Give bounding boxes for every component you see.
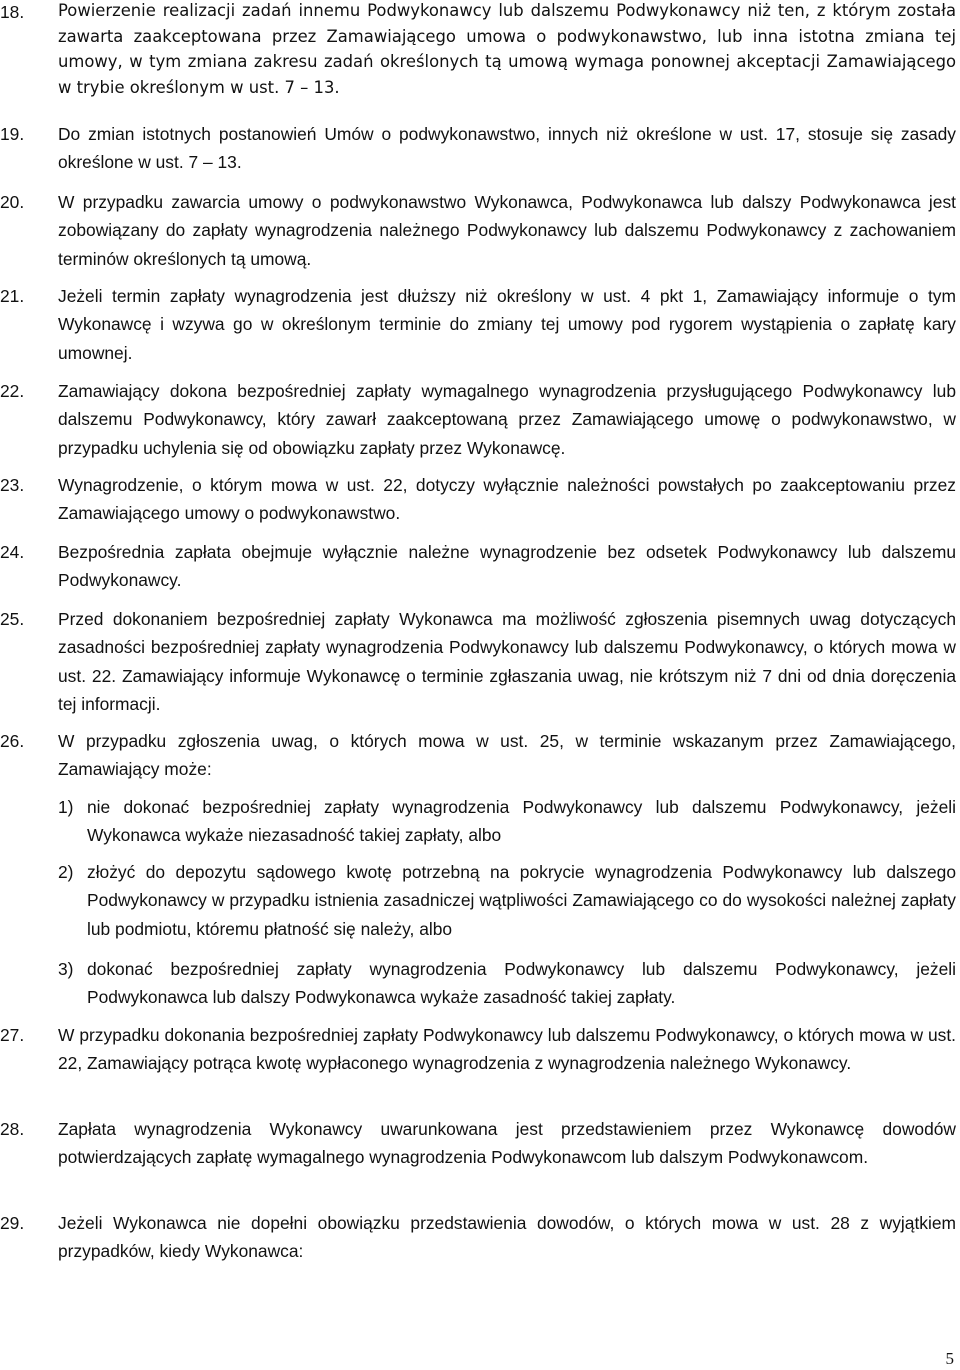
paragraph-text: W przypadku zawarcia umowy o podwykonawstwo Wykonawca, Podwykonawca lub dalszy Podwykonawca jest zobowiązany do zapłaty wynagrodzenia należnego Podwykonawcy lub dalszemu Podwykonawcy z zachowaniem terminów określonych tą umową. bbox=[58, 192, 956, 269]
paragraph-number: 26. bbox=[0, 731, 25, 751]
paragraph-number: 25. bbox=[0, 609, 25, 629]
paragraph-text: W przypadku dokonania bezpośredniej zapłaty Podwykonawcy lub dalszemu Podwykonawcy, o których mowa w ust. 22, Zamawiający potrąca kwotę wypłaconego wynagrodzenia z wynagrodzenia należnego Wykonawcy. bbox=[58, 1025, 956, 1074]
paragraph-text: W przypadku zgłoszenia uwag, o których mowa w ust. 25, w terminie wskazanym przez Zamawiającego, Zamawiający może: bbox=[58, 731, 956, 780]
paragraph-number: 23. bbox=[0, 475, 25, 495]
subitem-text: nie dokonać bezpośredniej zapłaty wynagrodzenia Podwykonawcy lub dalszemu Podwykonawcy, jeżeli Wykonawca wykaże niezasadność takiej zapłaty, albo bbox=[87, 797, 956, 846]
subitem-text: złożyć do depozytu sądowego kwotę potrzebną na pokrycie wynagrodzenia Podwykonawcy lub dalszego Podwykonawcy w przypadku istnienia zasadniczej wątpliwości Zamawiającego co do wysokości należnej zapłaty lub podmiotu, któremu płatność się należy, albo bbox=[87, 862, 956, 939]
paragraph-text: Wynagrodzenie, o którym mowa w ust. 22, dotyczy wyłącznie należności powstałych po zaakceptowaniu przez Zamawiającego umowy o podwykonawstwo. bbox=[58, 475, 956, 524]
paragraph-text: Jeżeli termin zapłaty wynagrodzenia jest dłuższy niż określony w ust. 4 pkt 1, Zamawiający informuje o tym Wykonawcę i wzywa go w określonym terminie do zmiany tej umowy pod rygorem wystąpienia o zapłatę kary umownej. bbox=[58, 286, 956, 363]
paragraph-text: Zamawiający dokona bezpośredniej zapłaty wymagalnego wynagrodzenia przysługującego Podwykonawcy lub dalszemu Podwykonawcy, który zawarł zaakceptowaną przez Zamawiającego umowę o podwykonawstwo, w przypadku uchylenia się od obowiązku zapłaty przez Wykonawcę. bbox=[58, 381, 956, 458]
subitem-number: 2) bbox=[58, 862, 74, 882]
paragraph-number: 27. bbox=[0, 1025, 25, 1045]
paragraph-text: Bezpośrednia zapłata obejmuje wyłącznie należne wynagrodzenie bez odsetek Podwykonawcy lub dalszemu Podwykonawcy. bbox=[58, 542, 956, 591]
paragraph-number: 18. bbox=[0, 2, 25, 22]
subitem-number: 1) bbox=[58, 797, 74, 817]
paragraph-text: Do zmian istotnych postanowień Umów o podwykonawstwo, innych niż określone w ust. 17, stosuje się zasady określone w ust. 7 – 13. bbox=[58, 124, 956, 173]
paragraph-text: Jeżeli Wykonawca nie dopełni obowiązku przedstawienia dowodów, o których mowa w ust. 28 z wyjątkiem przypadków, kiedy Wykonawca: bbox=[58, 1213, 956, 1262]
paragraph-number: 28. bbox=[0, 1119, 25, 1139]
paragraph-number: 22. bbox=[0, 381, 25, 401]
paragraph-number: 24. bbox=[0, 542, 25, 562]
paragraph-text: Powierzenie realizacji zadań innemu Podwykonawcy lub dalszemu Podwykonawcy niż ten, z którym została zawarta zaakceptowana przez Zamawiającego umowa o podwykonawstwo, lub inna istotna zmiana tej umowy, w tym zmiana zakresu zadań określonych tą umową wymaga ponownej akceptacji Zamawiającego w trybie określonym w ust. 7 – 13. bbox=[58, 1, 956, 97]
paragraph-number: 19. bbox=[0, 124, 25, 144]
paragraph-text: Przed dokonaniem bezpośredniej zapłaty Wykonawca ma możliwość zgłoszenia pisemnych uwag dotyczących zasadności bezpośredniej zapłaty wynagrodzenia Podwykonawcy lub dalszemu Podwykonawcy, o których mowa w ust. 22. Zamawiający informuje Wykonawcę o terminie zgłaszania uwag, nie krótszym niż 7 dni od dnia doręczenia tej informacji. bbox=[58, 609, 956, 715]
paragraph-number: 20. bbox=[0, 192, 25, 212]
paragraph-number: 29. bbox=[0, 1213, 25, 1233]
subitem-text: dokonać bezpośredniej zapłaty wynagrodzenia Podwykonawcy lub dalszemu Podwykonawcy, jeżeli Podwykonawca lub dalszy Podwykonawca wykaże zasadność takiej zapłaty. bbox=[87, 959, 956, 1008]
subitem-number: 3) bbox=[58, 959, 74, 979]
paragraph-number: 21. bbox=[0, 286, 25, 306]
paragraph-text: Zapłata wynagrodzenia Wykonawcy uwarunkowana jest przedstawieniem przez Wykonawcę dowodów potwierdzających zapłatę wymagalnego wynagrodzenia Podwykonawcom lub dalszym Podwykonawcom. bbox=[58, 1119, 956, 1168]
page-number: 5 bbox=[945, 1349, 954, 1368]
